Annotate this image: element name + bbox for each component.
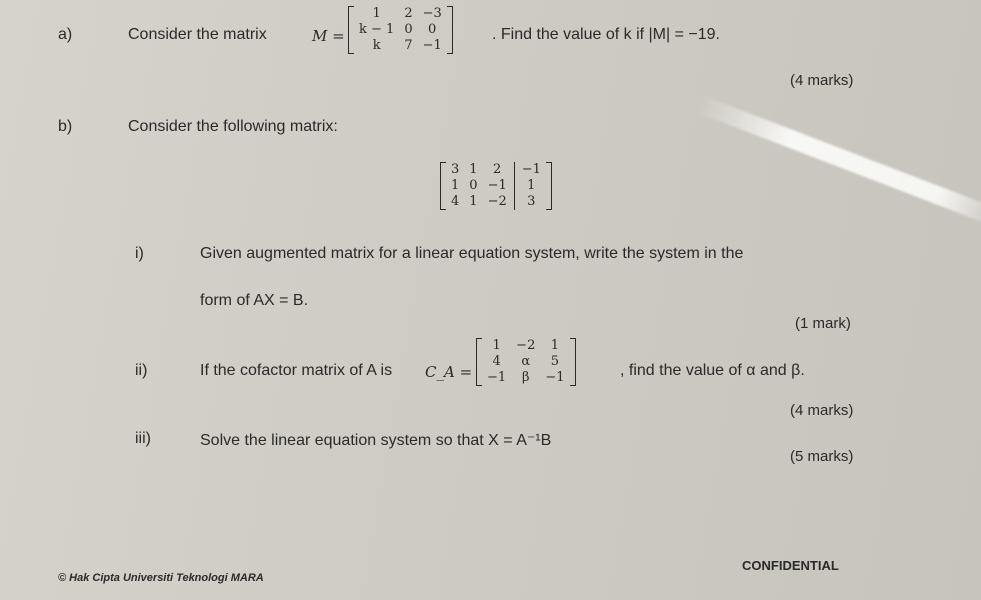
matrix-entry: 1 [527,178,536,193]
matrix-row [446,178,512,194]
matrix-entry: −2 [516,338,536,353]
matrix-row [354,22,447,38]
sub-i-text-line1: Given augmented matrix for a linear equation system, write the system in the [200,245,744,262]
matrix-entry: −3 [422,6,442,21]
matrix-entry: −1 [487,178,507,193]
matrix-row [482,370,570,386]
matrix-entry: 1 [451,178,460,193]
matrix-entry: 1 [372,6,381,21]
sub-i-text-line2: form of AX = B. [200,292,309,309]
sub-iii-text: Solve the linear equation system so that X = A⁻¹B [200,432,552,449]
matrix-entry: 1 [469,162,478,177]
matrix-row [354,38,447,54]
matrix-entry: −1 [521,162,541,177]
matrix-entry: 0 [428,22,437,37]
sub-ii-label: ii) [135,362,148,379]
confidential-footer: CONFIDENTIAL [742,558,839,573]
matrix-entry: 0 [469,178,478,193]
matrix-entry: 7 [404,38,413,53]
matrix-row [482,354,570,370]
cofactor-matrix-name: C_A = [425,363,473,381]
sub-ii-marks: (4 marks) [790,402,854,419]
part-a-question: . Find the value of k if |M| = −19. [492,26,720,43]
matrix-row [517,194,546,210]
matrix-row [482,338,570,354]
matrix-entry: 2 [404,6,413,21]
matrix-entry: 3 [451,162,460,177]
matrix-row [354,6,447,22]
augmented-divider [514,162,515,210]
matrix-entry: k − 1 [359,22,395,37]
matrix-entry: 3 [527,194,536,209]
part-a-marks: (4 marks) [790,72,854,89]
light-glare [697,96,981,227]
augmented-matrix [440,162,552,210]
matrix-row [446,194,512,210]
sub-iii-label: iii) [135,430,151,447]
matrix-row [446,162,512,178]
matrix-entry: α [521,354,531,369]
sub-i-label: i) [135,245,144,262]
matrix-entry: k [372,38,381,53]
part-b-label: b) [58,118,73,135]
matrix-entry: −2 [487,194,507,209]
matrix-row [517,162,546,178]
matrix-entry: 2 [493,162,502,177]
matrix-entry: 1 [550,338,560,353]
sub-ii-text-before: If the cofactor matrix of A is [200,362,393,379]
matrix-entry: 1 [492,338,501,353]
matrix-entry: 4 [451,194,460,209]
matrix-m [348,6,453,54]
matrix-entry: 0 [404,22,413,37]
matrix-row [517,178,546,194]
matrix-entry: 4 [492,354,501,369]
part-a-intro: Consider the matrix [128,26,267,43]
sub-i-marks: (1 mark) [795,315,851,332]
copyright-footer: © Hak Cipta Universiti Teknologi MARA [58,572,264,584]
sub-iii-marks: (5 marks) [790,448,854,465]
matrix-entry: 5 [550,354,560,369]
part-b-intro: Consider the following matrix: [128,118,338,135]
matrix-m-name: M = [312,27,345,45]
matrix-entry: −1 [545,370,565,385]
part-a-label: a) [58,26,73,43]
cofactor-matrix [476,338,576,386]
sub-ii-text-after: , find the value of α and β. [620,362,805,379]
matrix-entry: 1 [469,194,478,209]
matrix-entry: β [522,370,530,385]
matrix-entry: −1 [487,370,507,385]
matrix-entry: −1 [422,38,442,53]
